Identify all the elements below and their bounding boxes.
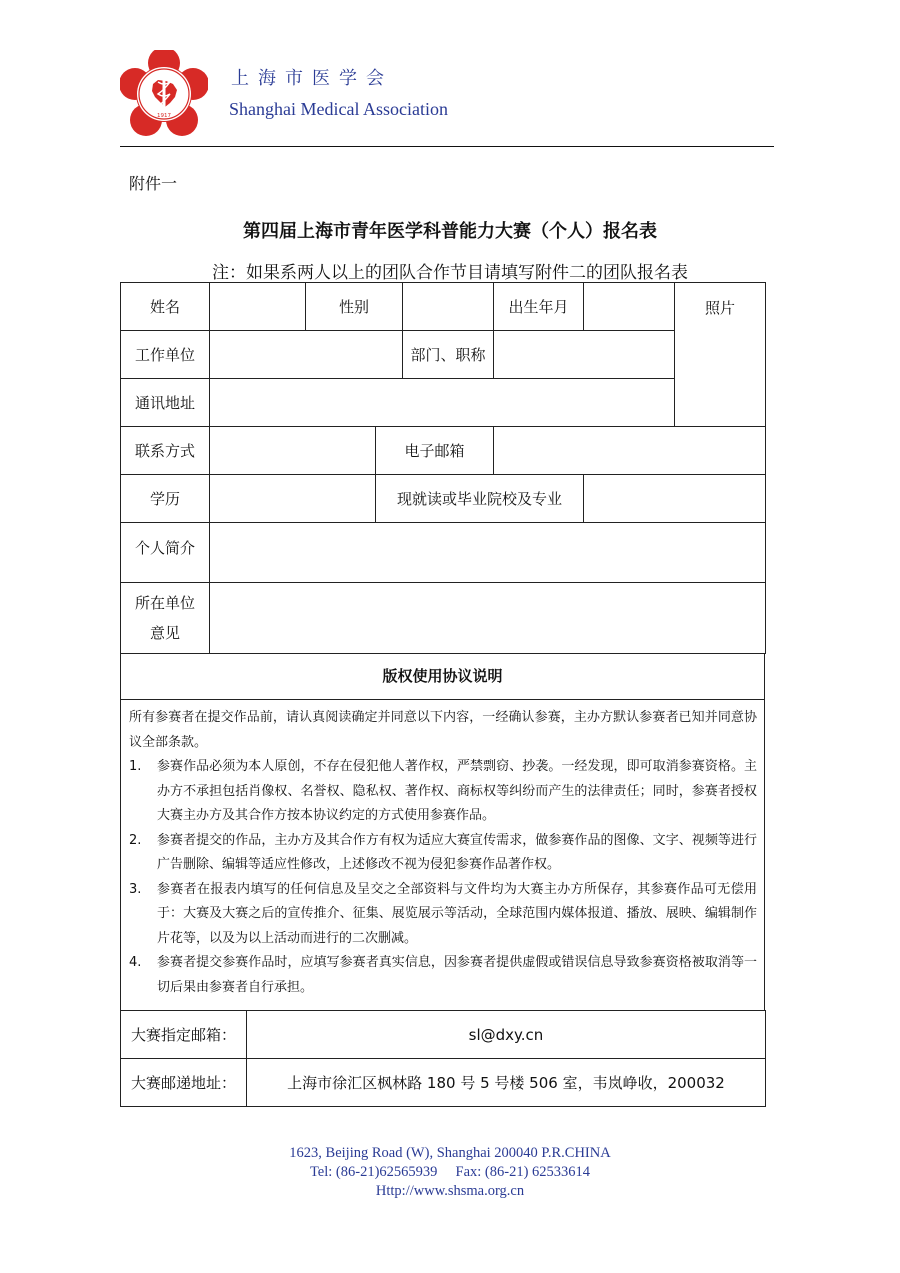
bio-field[interactable] xyxy=(210,523,766,583)
unit-opinion-label xyxy=(121,583,210,654)
email-label: 电子邮箱 xyxy=(376,427,494,475)
logo-year: 1917 xyxy=(157,113,171,119)
gender-label: 性别 xyxy=(306,283,403,331)
agreement-item xyxy=(129,755,757,829)
attachment-label: 附件一 xyxy=(129,174,178,193)
address-label: 通讯地址 xyxy=(121,379,210,427)
agreement-heading: 版权使用协议说明 xyxy=(121,653,764,700)
page-title: 第四届上海市青年医学科普能力大赛（个人）报名表 xyxy=(243,221,657,242)
dept-title-label: 部门、职称 xyxy=(403,331,494,379)
work-unit-field[interactable] xyxy=(210,331,403,379)
contact-label: 联系方式 xyxy=(121,427,210,475)
contest-mail-value: 上海市徐汇区枫林路 180 号 5 号楼 506 室，韦岚峥收，200032 xyxy=(247,1059,766,1107)
footer-website: Http://www.shsma.org.cn xyxy=(375,1183,525,1199)
unit-opinion-field[interactable] xyxy=(210,583,766,654)
unit-opinion-label-line1: 所在单位 xyxy=(134,594,195,612)
agreement-item-text: 参赛者提交的作品，主办方及其合作方有权为适应大赛宣传需求，做参赛作品的图像、文字、视频等进行广告删除、编辑等适应性修改，上述修改不视为侵犯参赛作品著作权。 xyxy=(157,832,757,872)
agreement-list xyxy=(129,755,757,1000)
school-field[interactable] xyxy=(584,475,766,523)
agreement-item-text: 参赛者提交参赛作品时，应填写参赛者真实信息，因参赛者提供虚假或错误信息导致参赛资格被取消等一切后果由参赛者自行承担。 xyxy=(157,955,757,995)
agreement-item-number: 3. xyxy=(129,881,142,897)
bio-label: 个人简介 xyxy=(121,523,210,583)
shanghai-medical-association-logo xyxy=(120,50,208,138)
name-field[interactable] xyxy=(210,283,306,331)
agreement-item-text: 参赛者在报表内填写的任何信息及呈交之全部资料与文件均为大赛主办方所保存，其参赛作品可无偿用于：大赛及大赛之后的宣传推介、征集、展览展示等活动，全球范围内媒体报道、播放、展映、编辑制作片花等，以及为以上活动而进行的二次删减。 xyxy=(157,881,757,946)
contest-mail-label: 大赛邮递地址： xyxy=(121,1059,247,1107)
name-label: 姓名 xyxy=(121,283,210,331)
unit-opinion-label-line2: 意见 xyxy=(149,624,180,642)
agreement-intro: 所有参赛者在提交作品前，请认真阅读确定并同意以下内容，一经确认参赛，主办方默认参赛者已知并同意协议全部条款。 xyxy=(129,710,757,750)
agreement-item xyxy=(129,878,757,952)
agreement-item-number: 2. xyxy=(129,832,142,848)
education-field[interactable] xyxy=(210,475,376,523)
footer xyxy=(0,1144,900,1201)
footer-phone-fax: Tel: (86-21)62565939 Fax: (86-21) 62533614 xyxy=(309,1164,591,1180)
agreement-item-number: 1. xyxy=(129,759,142,774)
org-name-cn: 上海市医学会 xyxy=(231,68,393,89)
agreement-body xyxy=(129,706,757,1000)
contest-email-label: 大赛指定邮箱： xyxy=(121,1011,247,1059)
team-form-note: 注：如果系两人以上的团队合作节目请填写附件二的团队报名表 xyxy=(212,263,688,283)
registration-form-table xyxy=(120,282,766,654)
header-divider xyxy=(120,146,774,147)
org-name-en: Shanghai Medical Association xyxy=(229,99,448,119)
contest-contact-table xyxy=(120,1010,766,1107)
agreement-item-text: 参赛作品必须为本人原创，不存在侵犯他人著作权，严禁剽窃、抄袭。一经发现，即可取消参赛资格。主办方不承担包括肖像权、名誉权、隐私权、著作权、商标权等纠纷而产生的法律责任；同时，参赛者授权大赛主办方及其合作方按本协议约定的方式使用参赛作品。 xyxy=(157,759,757,823)
birth-field[interactable] xyxy=(584,283,675,331)
photo-field[interactable]: 照片 xyxy=(675,283,766,427)
contest-email-value: sl@dxy.cn xyxy=(247,1011,766,1059)
agreement-item-number: 4. xyxy=(129,955,142,970)
dept-title-field[interactable] xyxy=(494,331,675,379)
birth-label: 出生年月 xyxy=(494,283,584,331)
school-label: 现就读或毕业院校及专业 xyxy=(376,475,584,523)
address-field[interactable] xyxy=(210,379,675,427)
email-field[interactable] xyxy=(494,427,766,475)
agreement-item xyxy=(129,951,757,1000)
contact-field[interactable] xyxy=(210,427,376,475)
education-label: 学历 xyxy=(121,475,210,523)
footer-address: 1623, Beijing Road (W), Shanghai 200040 P.R.CHINA xyxy=(289,1145,611,1161)
agreement-item xyxy=(129,829,757,878)
gender-field[interactable] xyxy=(403,283,494,331)
work-unit-label: 工作单位 xyxy=(121,331,210,379)
